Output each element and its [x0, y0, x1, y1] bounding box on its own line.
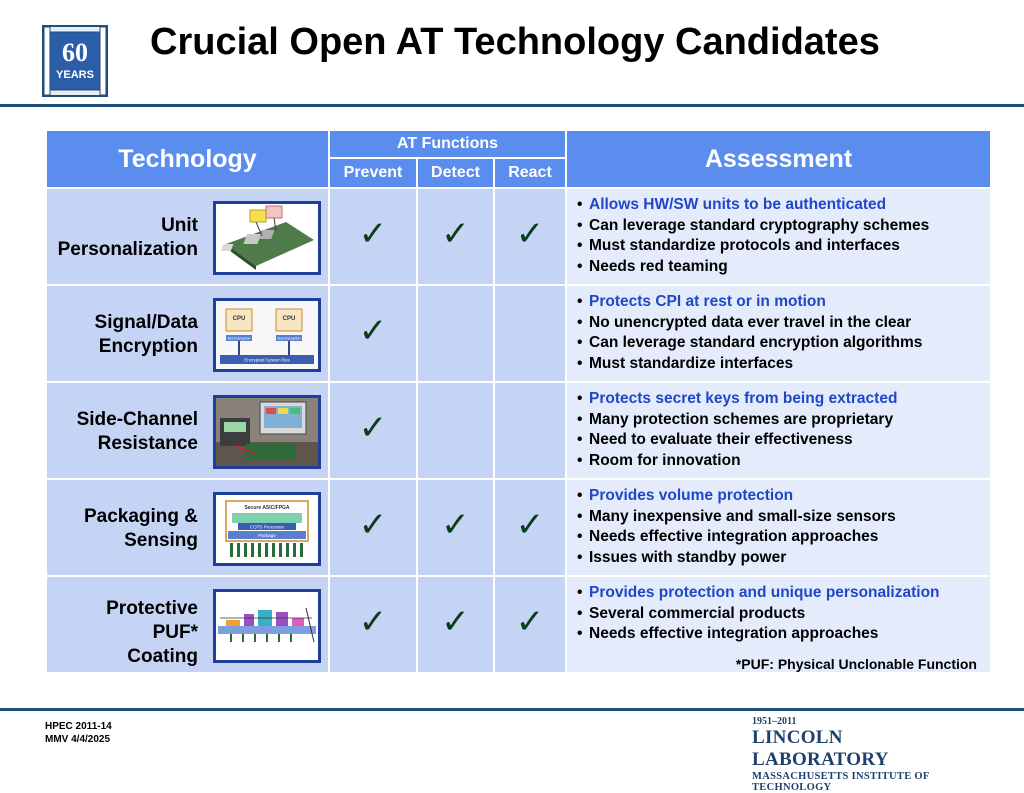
lab-institute: MASSACHUSETTS INSTITUTE OF TECHNOLOGY	[752, 771, 930, 793]
assessment-list	[567, 577, 990, 645]
cots-processor-label: COTS Processor	[249, 524, 285, 530]
technology-cell	[46, 285, 329, 382]
checkmark-icon: ✓	[441, 214, 470, 254]
header-assessment: Assessment	[566, 130, 991, 188]
assessment-item: • Allows HW/SW units to be authenticated	[577, 195, 982, 216]
assessment-item: • Can leverage standard cryptography schemes	[577, 216, 982, 237]
assessment-item: • Room for innovation	[577, 451, 982, 472]
secure-chip-label: Secure ASIC/FPGA	[244, 505, 290, 511]
encrypted-bus-diagram	[213, 298, 321, 372]
react-check-cell	[494, 576, 566, 673]
assessment-item: • Provides volume protection	[577, 486, 982, 507]
assessment-item: • Need to evaluate their effectiveness	[577, 430, 982, 451]
cpu-label: CPU	[232, 316, 246, 322]
prevent-check-cell	[329, 382, 417, 479]
header-prevent: Prevent	[329, 158, 417, 188]
assessment-item: • Many inexpensive and small-size sensors	[577, 507, 982, 528]
sixty-years-logo	[42, 25, 108, 97]
technology-label: Side-Channel Resistance	[76, 409, 198, 454]
header-react: React	[494, 158, 566, 188]
assessment-item: • Must standardize protocols and interfaces	[577, 236, 982, 257]
checkmark-icon: ✓	[358, 214, 388, 254]
checkmark-icon: ✓	[358, 602, 388, 642]
assessment-item: • Several commercial products	[577, 604, 982, 625]
technology-label: Packaging & Sensing	[83, 506, 198, 551]
checkmark-icon: ✓	[515, 214, 545, 254]
prevent-check-cell	[329, 188, 417, 285]
lab-name: LINCOLN LABORATORY	[752, 727, 889, 770]
footer-rule	[0, 708, 1024, 711]
header-rule	[0, 104, 1024, 107]
lab-bench-photo	[213, 395, 321, 469]
puf-footnote: *PUF: Physical Unclonable Function	[735, 656, 977, 672]
bus-encryption-label: Bus Encryption	[277, 336, 301, 341]
assessment-item: • Provides protection and unique personalization	[577, 583, 982, 604]
technology-label: Protective PUF* Coating	[106, 598, 198, 667]
assessment-cell	[566, 382, 991, 479]
bus-encryption-label: Bus Encryption	[227, 336, 251, 341]
prevent-check-cell	[329, 285, 417, 382]
technology-cell	[46, 576, 329, 673]
technology-label: Signal/Data Encryption	[94, 312, 198, 357]
assessment-list	[567, 383, 990, 471]
assessment-item: • Needs effective integration approaches	[577, 624, 982, 645]
secure-package-diagram	[213, 492, 321, 566]
detect-check-cell	[417, 285, 494, 382]
technology-cell	[46, 382, 329, 479]
logo-number: 60	[62, 38, 88, 67]
assessment-cell	[566, 188, 991, 285]
table-row	[46, 188, 991, 285]
header-at-functions: AT Functions	[329, 130, 566, 158]
prevent-check-cell	[329, 576, 417, 673]
react-check-cell	[494, 382, 566, 479]
assessment-item: • Protects CPI at rest or in motion	[577, 292, 982, 313]
footer-meta	[45, 720, 112, 746]
checkmark-icon: ✓	[515, 505, 545, 545]
assessment-item: • Must standardize interfaces	[577, 354, 982, 375]
technology-cell	[46, 188, 329, 285]
detect-check-cell	[417, 479, 494, 576]
checkmark-icon: ✓	[358, 505, 388, 545]
checkmark-icon: ✓	[515, 602, 545, 642]
assessment-item: • Many protection schemes are proprietary	[577, 410, 982, 431]
package-label: Package	[258, 533, 276, 538]
assessment-item: • Issues with standby power	[577, 548, 982, 569]
table-row	[46, 285, 991, 382]
assessment-item: • No unencrypted data ever travel in the clear	[577, 313, 982, 334]
encrypted-bus-label: Encrypted System Bus	[244, 357, 290, 363]
react-check-cell	[494, 479, 566, 576]
assessment-list	[567, 189, 990, 277]
technology-label: Unit Personalization	[57, 215, 198, 260]
prevent-check-cell	[329, 479, 417, 576]
assessment-list	[567, 480, 990, 568]
puf-coating-diagram	[213, 589, 321, 663]
logo-word: YEARS	[56, 69, 94, 81]
header-technology: Technology	[46, 130, 329, 188]
detect-check-cell	[417, 382, 494, 479]
react-check-cell	[494, 188, 566, 285]
table-row	[46, 479, 991, 576]
table-row	[46, 382, 991, 479]
checkmark-icon: ✓	[441, 505, 470, 545]
checkmark-icon: ✓	[358, 408, 388, 448]
slide-title: Crucial Open AT Technology Candidates	[150, 21, 880, 63]
technology-cell	[46, 479, 329, 576]
assessment-item: • Needs red teaming	[577, 257, 982, 278]
cpu-label: CPU	[282, 316, 296, 322]
technology-table	[45, 129, 992, 674]
event-label: HPEC 2011-14	[45, 721, 112, 732]
assessment-item: • Can leverage standard encryption algorithms	[577, 333, 982, 354]
checkmark-icon: ✓	[358, 311, 388, 351]
header-detect: Detect	[417, 158, 494, 188]
assessment-cell	[566, 576, 991, 673]
assessment-list	[567, 286, 990, 374]
detect-check-cell	[417, 188, 494, 285]
assessment-cell	[566, 479, 991, 576]
assessment-item: • Protects secret keys from being extracted	[577, 389, 982, 410]
circuit-board-image	[213, 201, 321, 275]
checkmark-icon: ✓	[441, 602, 470, 642]
lincoln-lab-logo	[752, 716, 982, 793]
author-date-label: MMV 4/4/2025	[45, 734, 111, 745]
assessment-item: • Needs effective integration approaches	[577, 527, 982, 548]
react-check-cell	[494, 285, 566, 382]
assessment-cell	[566, 285, 991, 382]
detect-check-cell	[417, 576, 494, 673]
lab-years: 1951–2011	[752, 716, 797, 727]
table-row	[46, 576, 991, 673]
